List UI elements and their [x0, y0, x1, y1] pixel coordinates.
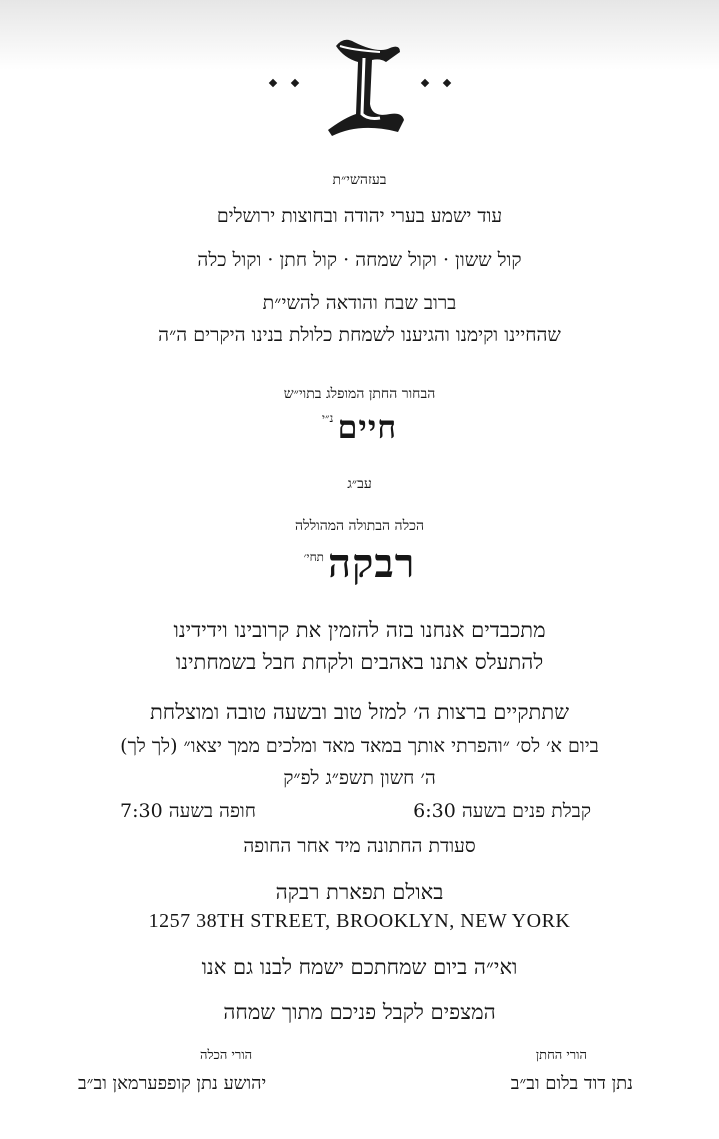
- groom-title: הבחור החתן המופלג בתוי״ש: [283, 386, 436, 402]
- event-line-3: ה׳ חשון תשפ״ג לפ״ק: [283, 767, 436, 789]
- bh-heading: בעזהשי״ת: [332, 172, 387, 188]
- bride-title: הכלה הבתולה המהוללה: [294, 518, 425, 534]
- verse-line-3: ברוב שבח והודאה להשי״ת: [262, 292, 457, 314]
- invitation-line-1: מתכבדים אנחנו בזה להזמין את קרובינו וידידינו: [173, 618, 546, 642]
- connector-text: עב״ג: [347, 476, 372, 492]
- invitation-line-2: להתעלס אתנו באהבים ולקחת חבל בשמחתינו: [175, 650, 544, 674]
- verse-line-2: קול ששון · וקול שמחה · קול חתן · וקול כלה: [197, 249, 522, 271]
- emblem: [0, 28, 719, 148]
- reception-time: קבלת פנים בשעה 6:30: [413, 800, 591, 822]
- groom-name-line: [20, 408, 699, 446]
- verse-line-1: עוד ישמע בערי יהודה ובחוצות ירושלים: [216, 205, 503, 227]
- bride-name-line: [20, 540, 699, 587]
- bride-parents-names: יהושע נתן קופפערמאן וב״ב: [78, 1073, 267, 1094]
- meal-line: סעודת החתונה מיד אחר החופה: [243, 835, 476, 857]
- event-line-1: שתתקיים ברצות ה׳ למזל טוב ובשעה טובה ומוצלחת: [149, 700, 570, 724]
- chuppah-time: חופה בשעה 7:30: [120, 800, 257, 822]
- groom-name: חיים: [337, 408, 398, 446]
- bride-name: רבקה: [328, 540, 416, 587]
- bride-parents-title: הורי הכלה: [200, 1048, 253, 1063]
- closing-line-1: ואי״ה ביום שמחתכם ישמח לבנו גם אנו: [201, 955, 518, 979]
- closing-line-2: המצפים לקבל פניכם מתוך שמחה: [223, 1000, 496, 1024]
- groom-parents-names: נתן דוד בלום וב״ב: [510, 1073, 633, 1094]
- verse-line-4: שהחיינו וקימנו והגיענו לשמחת כלולת בנינו היקרים ה״ה: [158, 324, 561, 346]
- groom-parents-title: הורי החתן: [535, 1048, 587, 1063]
- venue-address: 1257 38TH STREET, BROOKLYN, NEW YORK: [148, 910, 571, 932]
- bride-suffix: תחי׳: [303, 550, 324, 564]
- event-line-2: ביום א׳ לס׳ ״והפרתי אותך במאד מאד ומלכים ממך יצאו״ (לך לך): [120, 735, 599, 757]
- hebrew-bet-ornament-icon: [240, 28, 480, 143]
- groom-suffix: נ״י: [321, 411, 334, 425]
- venue-name: באולם תפארת רבקה: [275, 880, 444, 904]
